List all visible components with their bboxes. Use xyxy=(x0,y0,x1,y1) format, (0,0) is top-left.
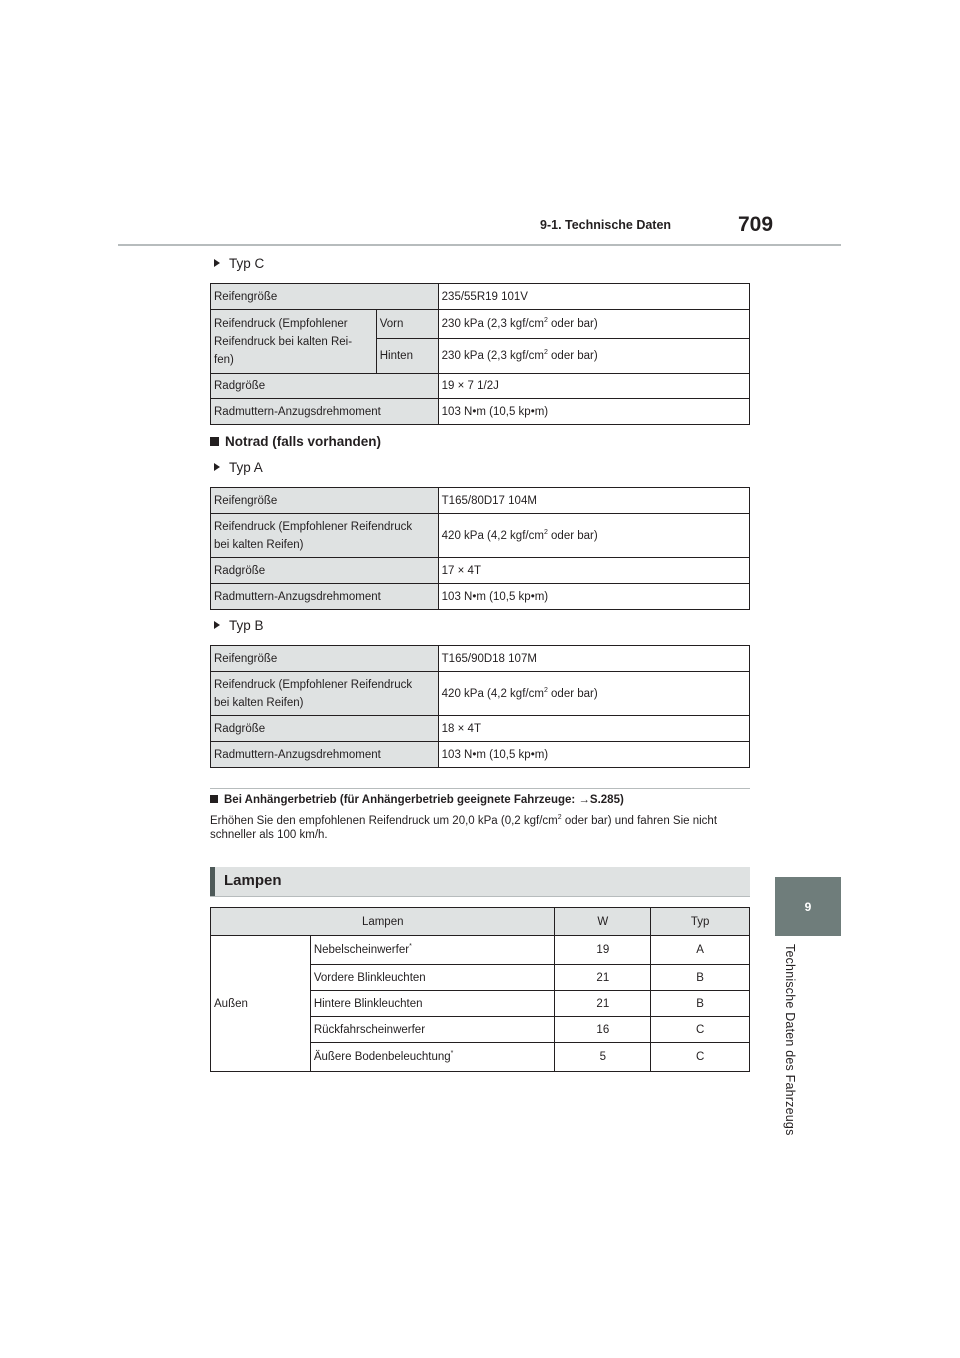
torque-label: Radmuttern-Anzugsdrehmoment xyxy=(211,399,439,425)
torque-value: 103 N•m (10,5 kp•m) xyxy=(438,584,749,610)
chapter-tab xyxy=(775,877,841,936)
wheel-size-value: 18 × 4T xyxy=(438,716,749,742)
typ-a-table xyxy=(210,487,750,610)
wheel-size-label: Radgröße xyxy=(211,558,439,584)
table-header-row xyxy=(211,908,750,936)
tire-size-label: Reifengröße xyxy=(211,488,439,514)
tire-pressure-value: 420 kPa (4,2 kgf/$cm^2$ oder bar) xyxy=(438,514,749,558)
tire-pressure-label: Reifendruck (Empfohlener Reifendruck bei kalten Reifen) xyxy=(211,672,439,716)
tire-size-label: Reifengröße xyxy=(211,646,439,672)
triangle-bullet-icon xyxy=(214,463,220,471)
lamp-name: Rückfahrscheinwerfer xyxy=(310,1017,555,1043)
col-header-lampen: Lampen xyxy=(211,908,555,936)
table-row xyxy=(211,742,750,768)
lamp-name: Nebelscheinwerfer* xyxy=(310,936,555,965)
square-bullet-icon xyxy=(210,437,219,446)
page-number: 709 xyxy=(738,213,774,236)
group-label: Außen xyxy=(211,936,311,1072)
wheel-size-value: 17 × 4T xyxy=(438,558,749,584)
lamp-watt: 5 xyxy=(555,1043,651,1072)
front-label: Vorn xyxy=(376,310,438,339)
torque-label: Radmuttern-Anzugsdrehmoment xyxy=(211,584,439,610)
notrad-heading: Notrad (falls vorhanden) xyxy=(210,434,381,449)
table-row xyxy=(211,584,750,610)
lamp-name: Vordere Blinkleuchten xyxy=(310,965,555,991)
lamp-watt: 19 xyxy=(555,936,651,965)
typ-a-heading: Typ A xyxy=(214,460,263,475)
table-row xyxy=(211,558,750,584)
wheel-size-value: 19 × 7 1/2J xyxy=(438,374,749,399)
triangle-bullet-icon xyxy=(214,259,220,267)
table-row xyxy=(211,399,750,425)
torque-value: 103 N•m (10,5 kp•m) xyxy=(438,742,749,768)
lamp-type: B xyxy=(651,965,750,991)
table-row xyxy=(211,672,750,716)
tire-pressure-label: Reifendruck (Empfohlener Reifendruck bei kalten Reifen) xyxy=(211,514,439,558)
table-row xyxy=(211,374,750,399)
tire-size-label: Reifengröße xyxy=(211,284,439,310)
lamp-watt: 21 xyxy=(555,991,651,1017)
lamp-name: Hintere Blinkleuchten xyxy=(310,991,555,1017)
rear-pressure-value: 230 kPa (2,3 kgf/$cm^2$ oder bar) xyxy=(438,339,749,374)
lamp-type: A xyxy=(651,936,750,965)
wheel-size-label: Radgröße xyxy=(211,716,439,742)
tire-size-value: T165/90D18 107M xyxy=(438,646,749,672)
chapter-number: 9 xyxy=(804,899,812,914)
lampen-table xyxy=(210,907,750,1072)
chapter-title: Technische Daten des Fahrzeugs xyxy=(783,944,797,1136)
col-header-typ: Typ xyxy=(651,908,750,936)
note-divider xyxy=(210,788,750,789)
table-row xyxy=(211,284,750,310)
lampen-heading: Lampen xyxy=(224,872,282,889)
table-row xyxy=(211,936,750,965)
typ-c-table xyxy=(210,283,750,425)
trailer-note-heading: Bei Anhängerbetrieb (für Anhängerbetrieb geeignete Fahrzeuge: →S.285) xyxy=(210,794,624,806)
lamp-watt: 16 xyxy=(555,1017,651,1043)
wheel-size-label: Radgröße xyxy=(211,374,439,399)
lamp-watt: 21 xyxy=(555,965,651,991)
tire-pressure-label: Reifendruck (Empfohlener Reifendruck bei kalten Rei- fen) xyxy=(211,310,377,374)
torque-label: Radmuttern-Anzugsdrehmoment xyxy=(211,742,439,768)
section-title: 9-1. Technische Daten xyxy=(540,218,672,232)
tire-size-value: T165/80D17 104M xyxy=(438,488,749,514)
table-row xyxy=(211,646,750,672)
torque-value: 103 N•m (10,5 kp•m) xyxy=(438,399,749,425)
header-divider xyxy=(118,244,841,246)
typ-b-heading: Typ B xyxy=(214,618,264,633)
lamp-type: C xyxy=(651,1017,750,1043)
table-row xyxy=(211,488,750,514)
heading-accent xyxy=(210,867,215,896)
trailer-note-text: Erhöhen Sie den empfohlenen Reifendruck um 20,0 kPa (0,2 kgf/$cm^2$ oder bar) und fahren Sie nicht schneller als 100 km/h. xyxy=(210,814,718,841)
typ-c-heading: Typ C xyxy=(214,256,264,271)
front-pressure-value: 230 kPa (2,3 kgf/$cm^2$ oder bar) xyxy=(438,310,749,339)
lamp-type: B xyxy=(651,991,750,1017)
triangle-bullet-icon xyxy=(214,621,220,629)
rear-label: Hinten xyxy=(376,339,438,374)
lamp-type: C xyxy=(651,1043,750,1072)
col-header-w: W xyxy=(555,908,651,936)
table-row xyxy=(211,716,750,742)
tire-size-value: 235/55R19 101V xyxy=(438,284,749,310)
square-bullet-icon xyxy=(210,795,218,803)
table-row xyxy=(211,514,750,558)
lampen-heading-bar xyxy=(210,867,750,897)
tire-pressure-value: 420 kPa (4,2 kgf/$cm^2$ oder bar) xyxy=(438,672,749,716)
table-row xyxy=(211,310,750,339)
typ-b-table xyxy=(210,645,750,768)
lamp-name: Äußere Bodenbeleuchtung* xyxy=(310,1043,555,1072)
